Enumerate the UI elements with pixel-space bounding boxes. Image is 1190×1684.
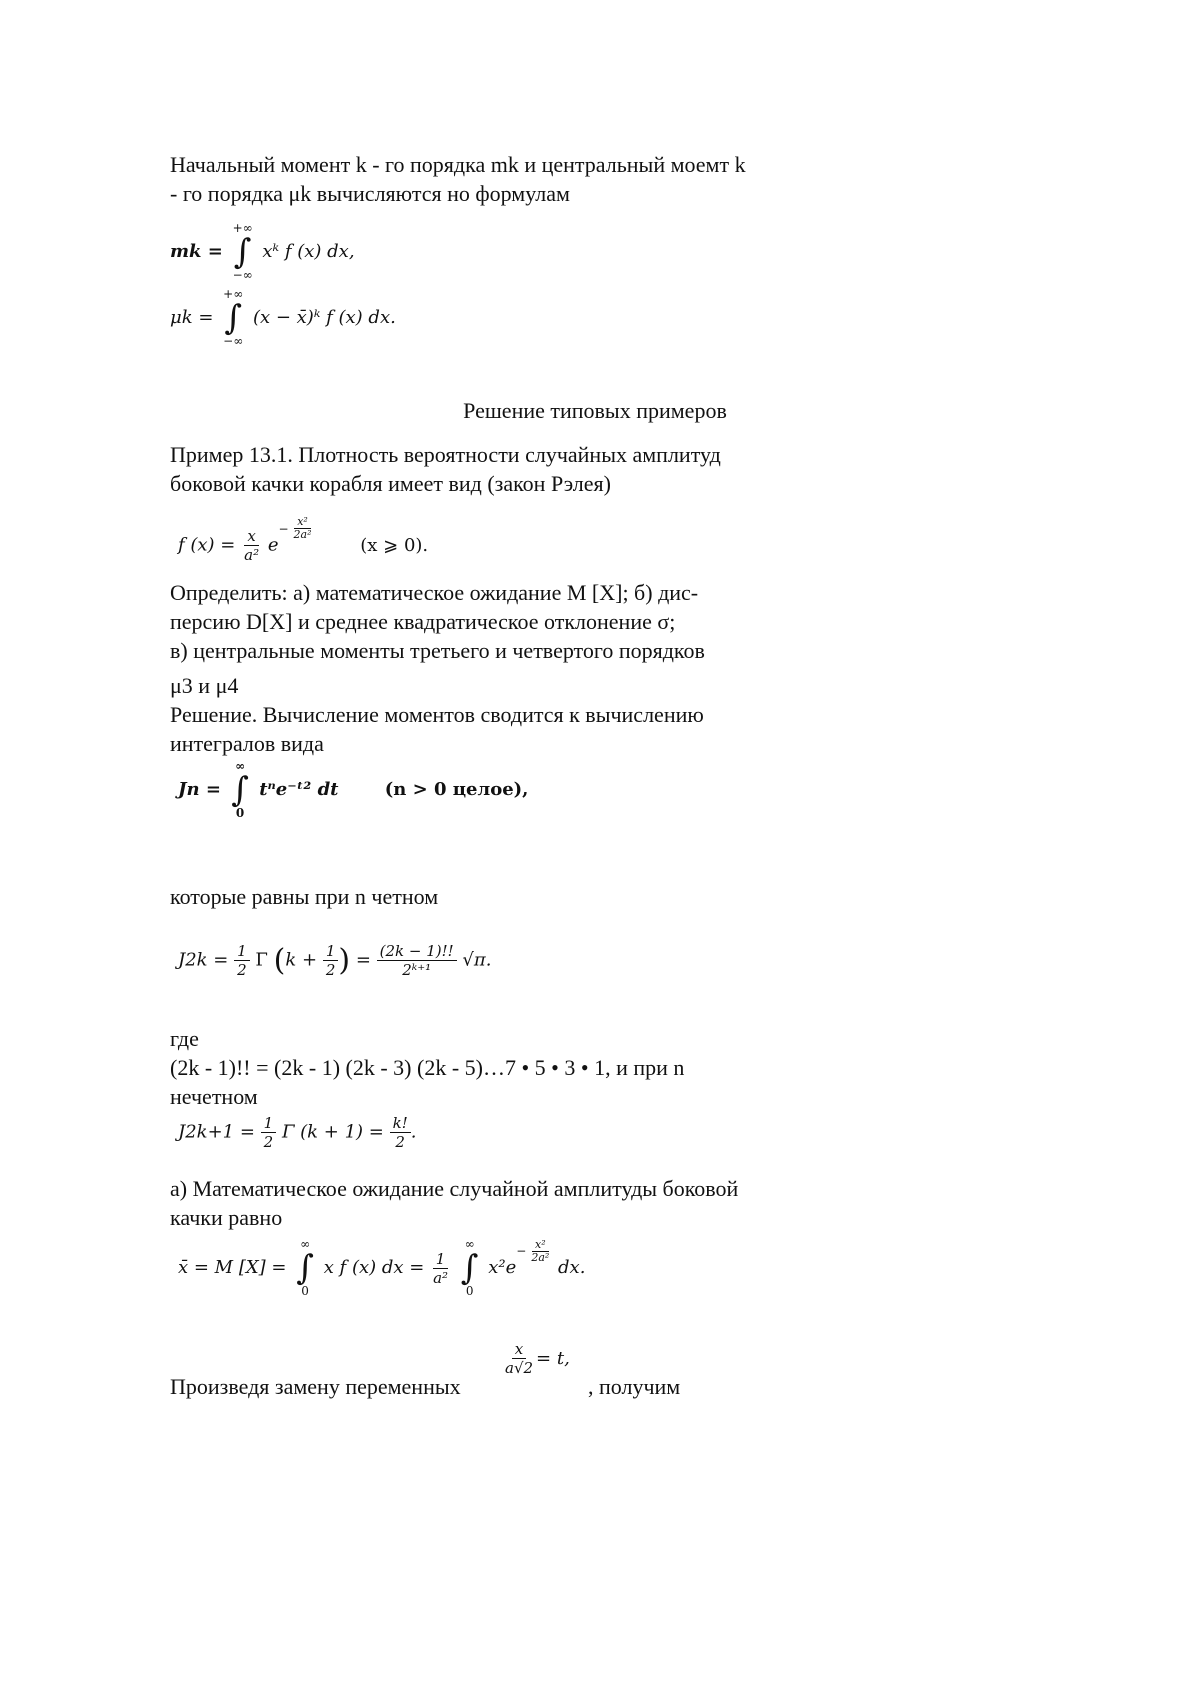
text-line: μ3 и μ4 — [170, 673, 239, 698]
text-line: а) Математическое ожидание случайной амплитуды боковой — [170, 1176, 739, 1201]
upper-limit: ∞ — [300, 1237, 311, 1251]
numerator: x² — [532, 1239, 549, 1252]
paragraph-mean — [170, 1174, 738, 1232]
sqrt-pi: √π. — [462, 949, 492, 971]
paragraph-double-factorial — [170, 1024, 684, 1111]
differential: dx. — [558, 1257, 586, 1278]
formula-lhs: J2k+1 = — [178, 1121, 255, 1143]
denominator: 2a² — [293, 528, 312, 541]
period: . — [410, 1121, 417, 1143]
upper-limit: ∞ — [464, 1237, 475, 1251]
text-line: боковой качки корабля имеет вид (закон Рэлея) — [170, 471, 611, 496]
integrand: xᵏ f (x) dx, — [262, 241, 355, 262]
gamma-arg: k + — [285, 949, 318, 971]
text-line: интегралов вида — [170, 731, 324, 756]
fraction — [377, 942, 457, 979]
text-before: Произведя замену переменных — [170, 1374, 461, 1399]
numerator: 1 — [433, 1250, 449, 1269]
fraction — [390, 1114, 411, 1151]
formula-lhs: f (x) = — [178, 534, 236, 556]
integral-sign: ∞ ∫ 0 — [231, 759, 249, 820]
equals: = — [355, 949, 371, 971]
text-line: персию D[X] и среднее квадратическое отклонение σ; — [170, 609, 676, 634]
text-line: (2k - 1)!! = (2k - 1) (2k - 3) (2k - 5)…7 • 5 • 3 • 1, и при n — [170, 1055, 685, 1080]
exp-sign: − — [278, 521, 289, 536]
text-line: Начальный момент k - го порядка mk и центральный моемт k — [170, 152, 746, 177]
formula-j2k: J2k = $\frac{1}{2}$ Γ (k + $\frac{1}{2}$ ) = $\frac{(2k - 1)!!}{\text{2ᵏ⁺¹}}$ √π. — [178, 942, 492, 979]
text-line: Пример 13.1. Плотность вероятности случайных амплитуд — [170, 442, 721, 467]
integral-sign: +∞ ∫ −∞ — [232, 221, 253, 282]
integrand: x²e — [488, 1257, 517, 1278]
lower-limit: 0 — [301, 1284, 309, 1298]
fraction — [261, 1114, 277, 1151]
lower-limit: 0 — [465, 1284, 474, 1298]
exponent — [516, 1239, 552, 1264]
text-line: нечетном — [170, 1084, 258, 1109]
formula-lhs: J2k = — [178, 949, 229, 971]
formula-lhs: Jn = — [178, 779, 221, 800]
equals-t: = t, — [536, 1348, 570, 1369]
fraction — [241, 527, 262, 564]
exponent — [278, 516, 314, 541]
numerator: x — [512, 1340, 526, 1359]
text-line: - го порядка μk вычисляются но формулам — [170, 181, 570, 206]
formula-central-moment — [170, 288, 396, 348]
condition: (n > 0 целое), — [384, 779, 529, 800]
denominator: 2a² — [531, 1250, 550, 1264]
denominator: a² — [433, 1268, 449, 1287]
formula-initial-moment — [170, 222, 355, 282]
denominator: 2 — [325, 961, 336, 979]
numerator: 1 — [234, 942, 250, 961]
formula-lhs: μk = — [170, 307, 214, 328]
text-line: где — [170, 1026, 199, 1051]
exp-sign: − — [516, 1244, 527, 1258]
integral-sign: ∞ ∫ 0 — [460, 1237, 479, 1298]
integrand: x f (x) dx = — [323, 1257, 425, 1278]
fraction — [323, 942, 339, 979]
fraction — [430, 1250, 451, 1287]
paragraph-task — [170, 578, 705, 758]
exp-base: e — [267, 534, 279, 556]
numerator: 1 — [261, 1114, 277, 1133]
denominator: 2 — [395, 1133, 405, 1151]
formula-lhs: mk = — [170, 241, 223, 262]
formula-mean — [178, 1238, 585, 1298]
upper-limit: +∞ — [223, 287, 244, 301]
text-after: , получим — [588, 1374, 681, 1399]
exp-fraction — [291, 516, 315, 541]
denominator: a√2 — [505, 1359, 534, 1377]
formula-jn-integral — [178, 760, 528, 820]
text-line: качки равно — [170, 1205, 283, 1230]
fraction — [234, 942, 250, 979]
denominator: 2 — [263, 1133, 274, 1151]
integral-sign: ∞ ∫ 0 — [296, 1237, 314, 1298]
lower-limit: −∞ — [223, 334, 244, 348]
integrand: (x − x̄)ᵏ f (x) dx. — [252, 307, 396, 328]
lower-limit: −∞ — [232, 268, 253, 282]
fraction — [502, 1340, 536, 1377]
numerator: 1 — [323, 942, 339, 961]
gamma-symbol: Γ — [255, 949, 268, 971]
denominator: 2 — [237, 961, 247, 979]
integrand: tⁿe⁻ᵗ² dt — [259, 779, 339, 800]
formula-lhs: x̄ = M [X] = — [178, 1257, 287, 1278]
condition: (x ⩾ 0). — [360, 534, 429, 556]
paragraph-even: которые равны при n четном — [170, 884, 439, 909]
inline-formula-substitution — [502, 1340, 570, 1377]
denominator: 2ᵏ⁺¹ — [402, 961, 432, 979]
text-line: Определить: а) математическое ожидание М [X]; б) дис- — [170, 580, 699, 605]
numerator: (2k − 1)!! — [377, 942, 457, 961]
section-heading: Решение типовых примеров — [463, 398, 727, 423]
formula-j2k1 — [178, 1114, 416, 1151]
numerator: x² — [294, 516, 311, 529]
exp-fraction — [528, 1239, 552, 1264]
formula-rayleigh-density — [178, 516, 428, 564]
text-line: в) центральные моменты третьего и четвертого порядков — [170, 638, 705, 663]
paragraph-moments-intro — [170, 150, 746, 208]
lower-limit: 0 — [235, 806, 245, 820]
gamma-expression: Γ (k + 1) = — [281, 1121, 384, 1143]
text-line: Решение. Вычисление моментов сводится к вычислению — [170, 702, 704, 727]
integral-sign: +∞ ∫ −∞ — [223, 287, 244, 348]
upper-limit: +∞ — [232, 221, 253, 235]
upper-limit: ∞ — [235, 759, 246, 773]
denominator: a² — [244, 546, 260, 564]
paragraph-example — [170, 440, 721, 498]
numerator: x — [244, 527, 258, 546]
numerator: k! — [390, 1114, 411, 1133]
